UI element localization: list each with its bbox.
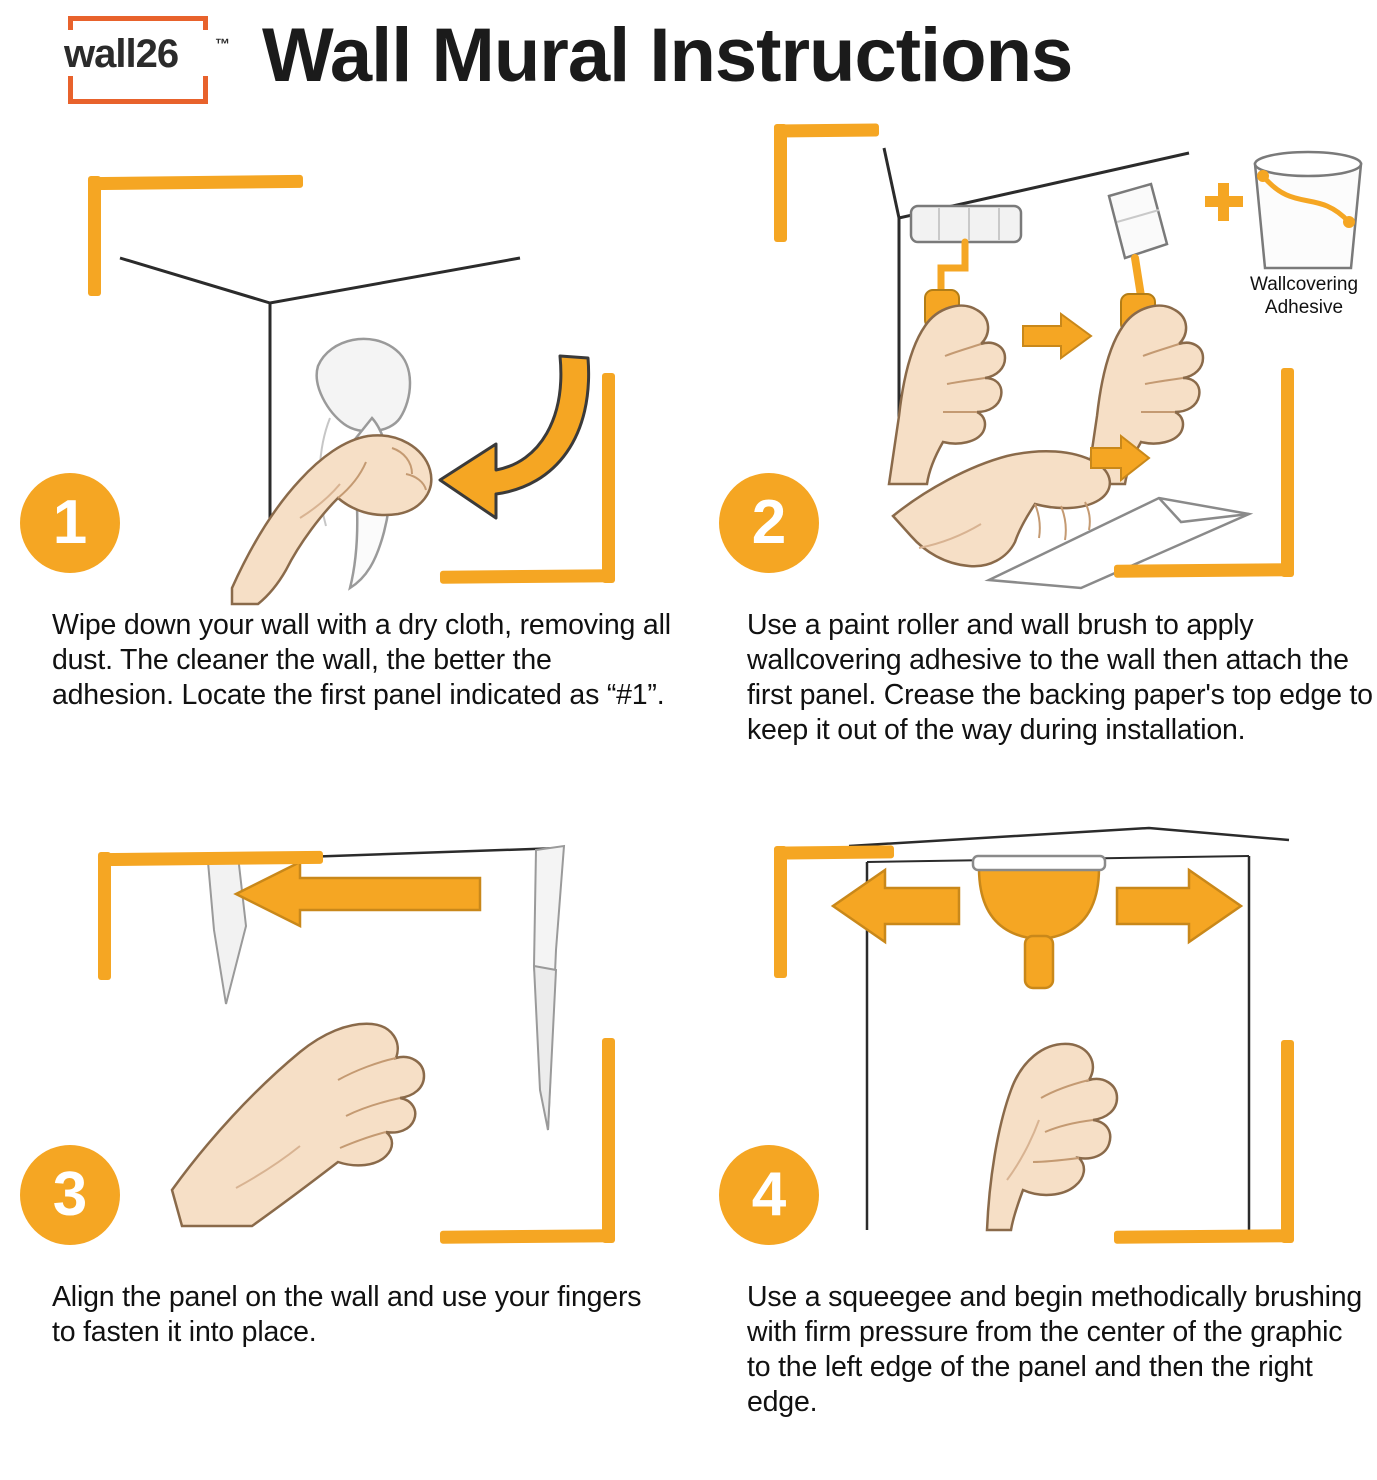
step-3 [0, 790, 688, 1480]
corner-bracket-bottom-right-vertical [602, 373, 615, 583]
corner-bracket-bottom-right-vertical [602, 1038, 615, 1243]
page-header [0, 0, 1377, 120]
arrow-right-icon [1117, 870, 1241, 942]
step-number-badge: 4 [719, 1145, 819, 1245]
corner-bracket-top-left-vertical [98, 852, 111, 980]
corner-bracket-bottom-right-vertical [1281, 368, 1294, 577]
brand-logo [60, 8, 230, 108]
corner-bracket-bottom-right-vertical [1281, 1040, 1294, 1243]
squeegee-icon [973, 856, 1105, 988]
adhesive-bucket-icon [1255, 152, 1361, 268]
step-caption: Wipe down your wall with a dry cloth, removing all dust. The cleaner the wall, the better the adhesion. Locate the first panel indicated as “#1”. [52, 609, 671, 711]
step-number-badge: 1 [20, 473, 120, 573]
corner-bracket-bottom-right-horizontal [440, 569, 615, 584]
corner-bracket-top-left-vertical [774, 846, 787, 978]
arrow-left-icon [236, 862, 480, 926]
brand-name: wall26 [64, 32, 179, 76]
step-1 [0, 118, 688, 808]
adhesive-label [1229, 273, 1377, 319]
arrow-right-icon [1023, 314, 1091, 358]
corner-bracket-top-left-horizontal [88, 175, 303, 190]
brand-trademark: ™ [215, 36, 230, 53]
hand-holding-roller-icon [889, 306, 1005, 484]
corner-bracket-top-left-horizontal [774, 123, 879, 137]
corner-bracket-top-left-vertical [774, 124, 787, 242]
plus-icon [1205, 183, 1243, 221]
step-number-badge: 3 [20, 1145, 120, 1245]
hand-holding-squeegee-icon [987, 1044, 1117, 1230]
step-caption: Use a paint roller and wall brush to apply wallcovering adhesive to the wall then attach the first panel. Crease the backing paper's top edge to keep it out of the way during installation. [747, 609, 1373, 746]
step-2 [689, 118, 1377, 808]
page-title: Wall Mural Instructions [262, 13, 1073, 98]
corner-bracket-top-left-horizontal [98, 851, 323, 866]
corner-bracket-top-left-horizontal [774, 845, 894, 859]
adhesive-label-line1: Wallcovering [1249, 274, 1359, 295]
step-number-badge: 2 [719, 473, 819, 573]
hand-pressing-panel-icon [172, 1024, 424, 1226]
adhesive-label-line2: Adhesive [1264, 297, 1344, 318]
arrow-left-icon [833, 870, 959, 942]
step-caption: Use a squeegee and begin methodically brushing with firm pressure from the center of the graphic to the left edge of the panel and then the right edge. [747, 1281, 1363, 1418]
corner-bracket-bottom-right-horizontal [440, 1229, 615, 1244]
corner-bracket-bottom-right-horizontal [1114, 563, 1294, 578]
step-4 [689, 790, 1377, 1480]
corner-bracket-bottom-right-horizontal [1114, 1229, 1294, 1244]
step-caption: Align the panel on the wall and use your fingers to fasten it into place. [52, 1281, 642, 1348]
corner-bracket-top-left-vertical [88, 176, 101, 296]
